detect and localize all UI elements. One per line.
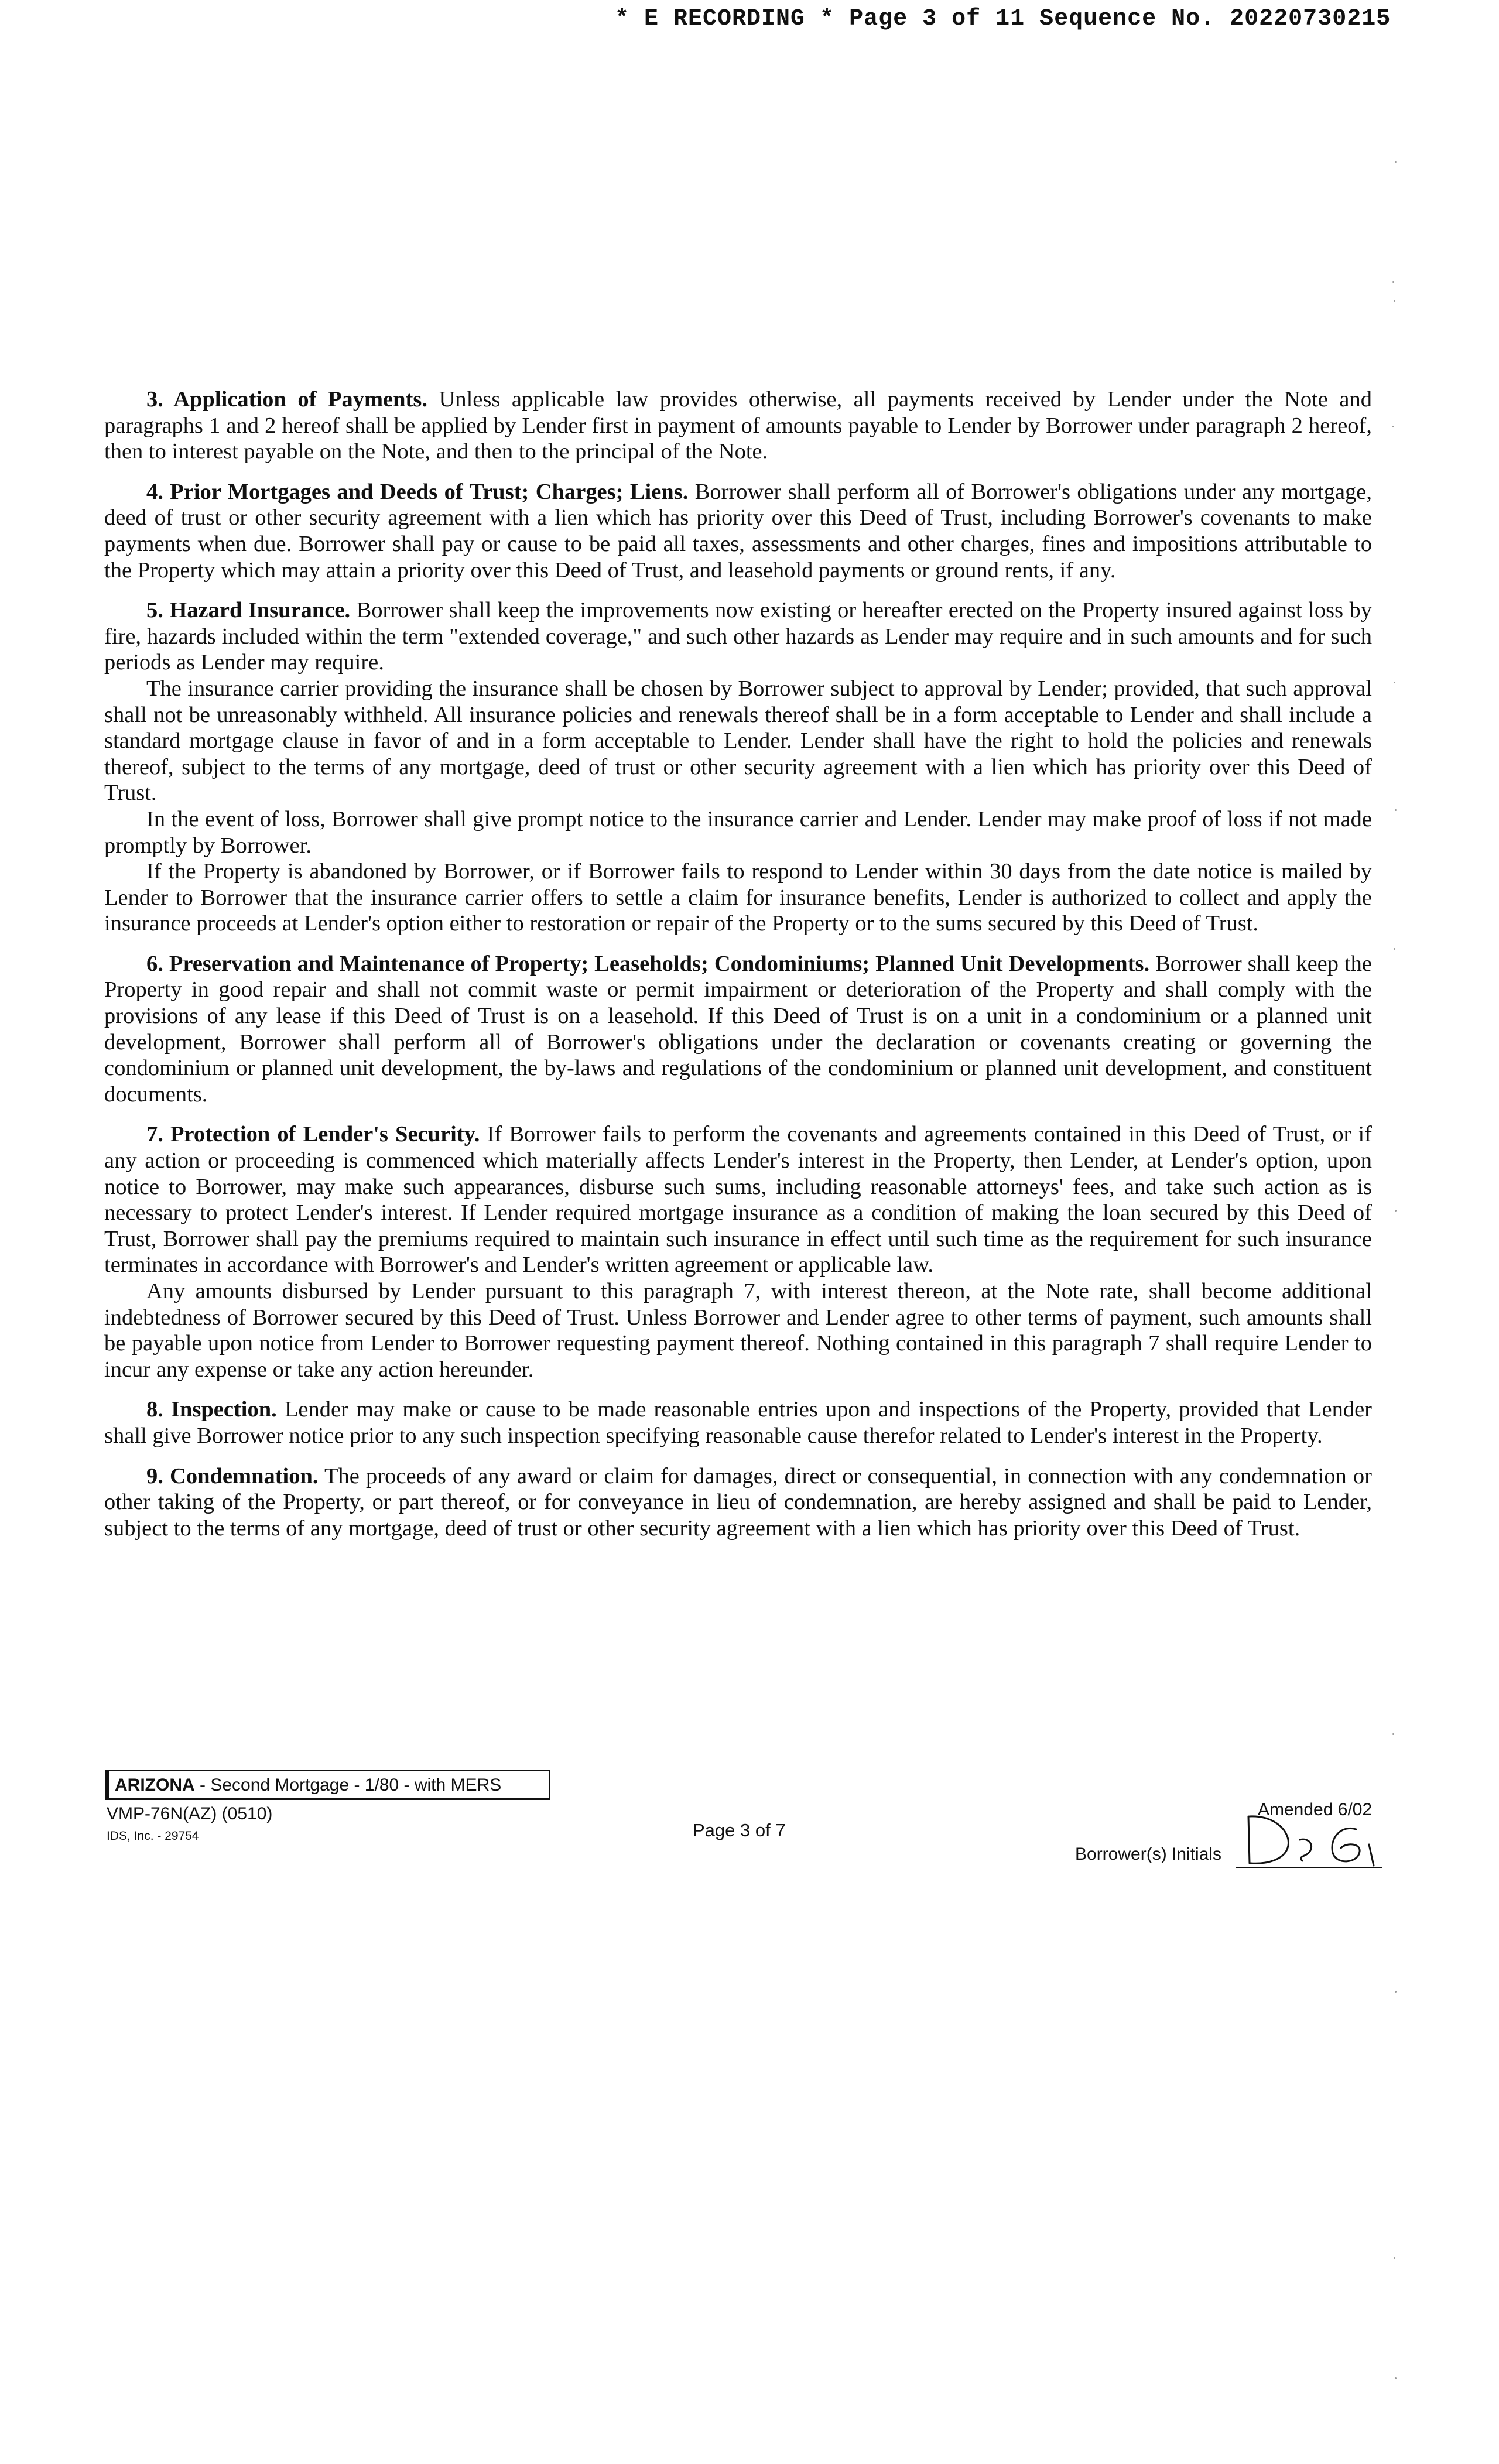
paragraph — [104, 479, 1372, 583]
paragraph-text: Lender may make or cause to be made reasonable entries upon and inspections of the Property, provided that Lender shall give Borrower notice prior to any such inspection specifying reasonable cause therefor related to Lender's interest in the Property. — [104, 1397, 1372, 1448]
form-description: - Second Mortgage - 1/80 - with MERS — [194, 1775, 502, 1795]
scan-speck — [1392, 426, 1394, 427]
section-preservation-maintenance — [104, 951, 1372, 1108]
paragraph: Any amounts disbursed by Lender pursuant to this paragraph 7, with interest thereon, at the Note rate, shall become additional indebtedness of Borrower secured by this Deed of Trust. Unless Borrower and Lender agree to other terms of payment, such amounts shall be payable upon notice from Lender to Borrower requesting payment thereof. Nothing contained in this paragraph 7 shall require Lender to incur any expense or take any action hereunder. — [104, 1279, 1372, 1382]
paragraph-text: Borrower shall keep the improvements now existing or hereafter erected on the Property insured against loss by fire, hazards included within the term "extended coverage," and such other hazards as Lender may require and in such amounts and for such periods as Lender may require. — [104, 598, 1373, 675]
scan-speck — [1395, 809, 1397, 811]
form-state: ARIZONA — [115, 1775, 195, 1795]
paragraph — [104, 386, 1372, 465]
scan-speck — [1392, 281, 1394, 283]
scan-speck — [1394, 2257, 1395, 2259]
section-prior-mortgages — [104, 479, 1372, 583]
initials-label: Borrower(s) Initials — [1075, 1844, 1222, 1864]
paragraph: In the event of loss, Borrower shall give prompt notice to the insurance carrier and Lender. Lender may make proof of loss if not made promptly by Borrower. — [104, 806, 1372, 858]
paragraph-text: If Borrower fails to perform the covenants and agreements contained in this Deed of Trust, or if any action or proceeding is commenced which materially affects Lender's interest in the Property, then Lender, at Lender's option, upon notice to Borrower, may make such appearances, disburse such sums, including reasonable attorneys' fees, and take such action as is necessary to protect Lender's interest. If Lender required mortgage insurance as a condition of making the loan secured by this Deed of Trust, Borrower shall pay the premiums required to maintain such insurance in effect until such time as the requirement for such insurance terminates in accordance with Borrower's and Lender's written agreement or applicable law. — [104, 1122, 1373, 1278]
section-title: 3. Application of Payments. — [146, 387, 427, 412]
section-title: 7. Protection of Lender's Security. — [146, 1122, 480, 1147]
section-application-of-payments — [104, 386, 1372, 465]
form-vendor: IDS, Inc. - 29754 — [107, 1829, 199, 1843]
section-condemnation — [104, 1463, 1372, 1542]
paragraph — [104, 1397, 1372, 1449]
section-title: 5. Hazard Insurance. — [146, 598, 351, 623]
paragraph — [104, 1463, 1372, 1542]
recording-header: * E RECORDING * Page 3 of 11 Sequence No. 20220730215 — [615, 6, 1391, 32]
paragraph: If the Property is abandoned by Borrower, or if Borrower fails to respond to Lender within 30 days from the date notice is mailed by Lender to Borrower that the insurance carrier offers to settle a claim for insurance benefits, Lender is authorized to collect and apply the insurance proceeds at Lender's option either to restoration or repair of the Property or to the sums secured by this Deed of Trust. — [104, 859, 1372, 936]
scan-speck — [1394, 948, 1395, 950]
form-title-box — [105, 1770, 550, 1800]
section-title: 4. Prior Mortgages and Deeds of Trust; Charges; Liens. — [146, 479, 689, 504]
scan-speck — [1395, 2377, 1397, 2379]
scan-speck — [1394, 682, 1395, 683]
document-body — [104, 386, 1372, 1555]
paragraph-text: The proceeds of any award or claim for damages, direct or consequential, in connection with any condemnation or other taking of the Property, or part thereof, or for conveyance in lieu of condemnation, are hereby assigned and shall be paid to Lender, subject to the terms of any mortgage, deed of trust or other security agreement with a lien which has priority over this Deed of Trust. — [104, 1463, 1372, 1541]
section-title: 9. Condemnation. — [146, 1463, 319, 1488]
scan-speck — [1395, 1210, 1397, 1212]
paragraph — [104, 951, 1372, 1108]
scan-speck — [1394, 300, 1395, 302]
scan-speck — [1395, 1991, 1397, 1993]
scan-speck — [1395, 161, 1397, 163]
paragraph-text: Unless applicable law provides otherwise, all payments received by Lender under the Note and paragraphs 1 and 2 hereof shall be applied by Lender first in payment of amounts payable to Lender by Borrower under paragraph 2 hereof, then to interest payable on the Note, and then to the principal of the Note. — [104, 387, 1372, 464]
section-hazard-insurance — [104, 597, 1372, 937]
paragraph — [104, 1121, 1372, 1278]
paragraph-text: Borrower shall perform all of Borrower's obligations under any mortgage, deed of trust or other security agreement with a lien which has priority over this Deed of Trust, including Borrower's covenants to make payments when due. Borrower shall pay or cause to be paid all taxes, assessments and other charges, fines and impositions attributable to the Property which may attain a priority over this Deed of Trust, and leasehold payments or ground rents, if any. — [104, 479, 1372, 583]
section-title: 8. Inspection. — [146, 1397, 277, 1422]
scan-speck — [1392, 1733, 1394, 1735]
paragraph-text: Borrower shall keep the Property in good repair and shall not commit waste or permit impairment or deterioration of the Property and shall comply with the provisions of any lease if this Deed of Trust is on a leasehold. If this Deed of Trust is on a unit in a condominium or a planned unit development, Borrower shall perform all of Borrower's obligations under the declaration or covenants creating or governing the condominium or planned unit development, the by-laws and regulations of the condominium or planned unit development, and constituent documents. — [104, 951, 1372, 1107]
amended-date: Amended 6/02 — [1258, 1800, 1373, 1819]
form-number: VMP-76N(AZ) (0510) — [107, 1804, 273, 1823]
section-protection-of-security — [104, 1121, 1372, 1382]
section-title: 6. Preservation and Maintenance of Property; Leaseholds; Condominiums; Planned Unit Developments. — [146, 951, 1150, 976]
paragraph — [104, 597, 1372, 676]
section-inspection — [104, 1397, 1372, 1449]
handwritten-initials-signature — [1241, 1809, 1388, 1868]
page-number: Page 3 of 7 — [693, 1820, 786, 1840]
paragraph: The insurance carrier providing the insurance shall be chosen by Borrower subject to approval by Lender; provided, that such approval shall not be unreasonably withheld. All insurance policies and renewals thereof shall be in a form acceptable to Lender and shall include a standard mortgage clause in favor of and in a form acceptable to Lender. Lender shall have the right to hold the policies and renewals thereof, subject to the terms of any mortgage, deed of trust or other security agreement with a lien which has priority over this Deed of Trust. — [104, 676, 1372, 806]
